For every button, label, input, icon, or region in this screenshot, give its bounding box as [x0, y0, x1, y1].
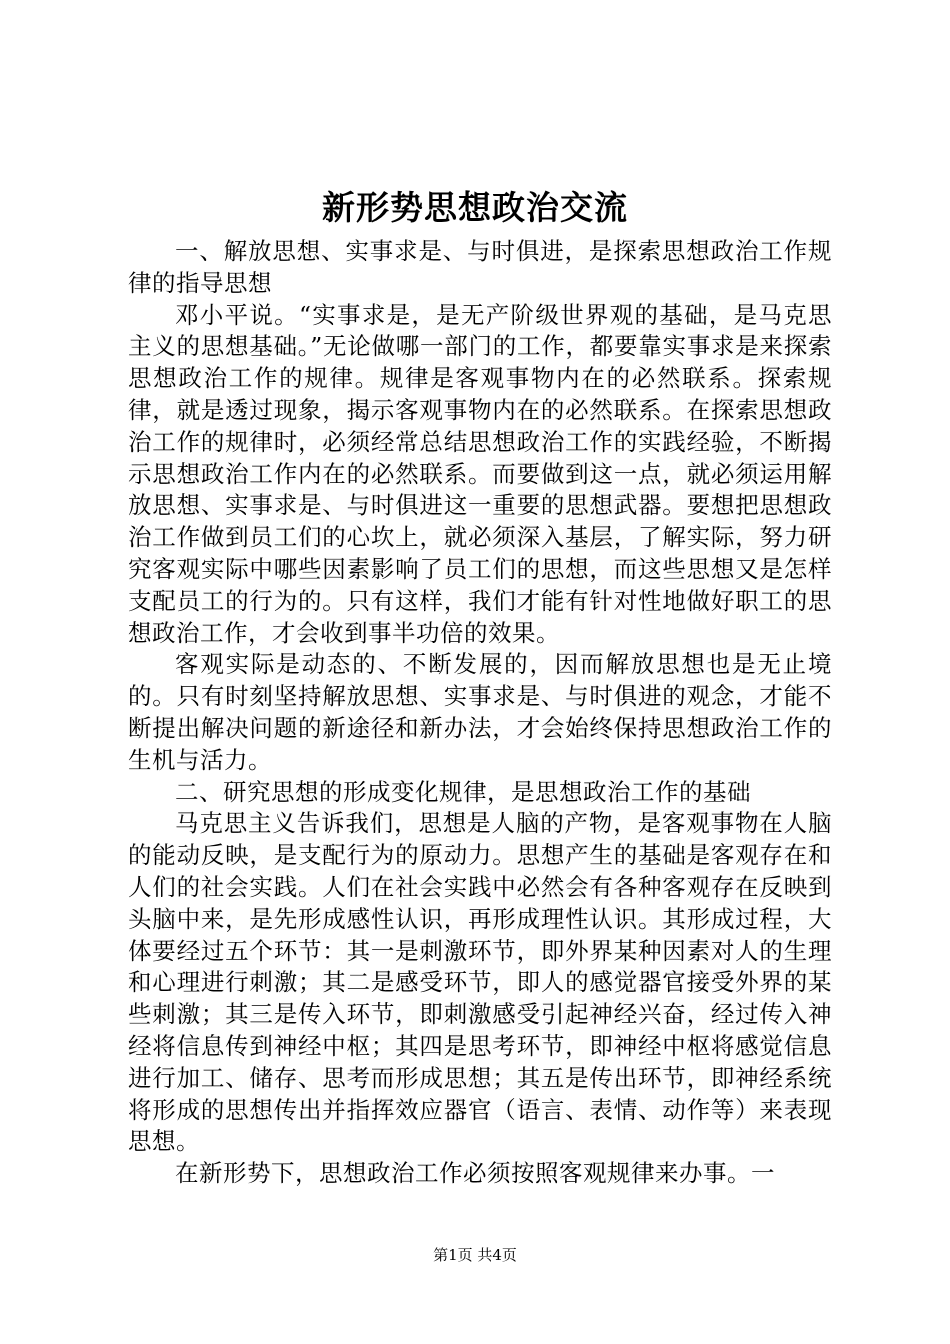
- body-paragraph: 马克思主义告诉我们，思想是人脑的产物，是客观事物在人脑的能动反映，是支配行为的原动力。思想产生的基础是客观存在和人们的社会实践。人们在社会实践中必然会有各种客观存在反映到头脑中来，是先形成感性认识，再形成理性认识。其形成过程，大体要经过五个环节：其一是刺激环节，即外界某种因素对人的生理和心理进行刺激；其二是感受环节，即人的感觉器官接受外界的某些刺激；其三是传入环节，即刺激感受引起神经兴奋，经过传入神经将信息传到神经中枢；其四是思考环节，即神经中枢将感觉信息进行加工、储存、思考而形成思想；其五是传出环节，即神经系统将形成的思想传出并指挥效应器官（语言、表情、动作等）来表现思想。: [128, 809, 832, 1156]
- body-paragraph: 邓小平说。“实事求是，是无产阶级世界观的基础，是马克思主义的思想基础。”无论做哪一部门的工作，都要靠实事求是来探索思想政治工作的规律。规律是客观事物内在的必然联系。探索规律，就是透过现象，揭示客观事物内在的必然联系。在探索思想政治工作的规律时，必须经常总结思想政治工作的实践经验，不断揭示思想政治工作内在的必然联系。而要做到这一点，就必须运用解放思想、实事求是、与时俱进这一重要的思想武器。要想把思想政治工作做到员工们的心坎上，就必须深入基层，了解实际，努力研究客观实际中哪些因素影响了员工们的思想，而这些思想又是怎样支配员工的行为的。只有这样，我们才能有针对性地做好职工的思想政治工作，才会收到事半功倍的效果。: [128, 300, 832, 647]
- body-paragraph: 客观实际是动态的、不断发展的，因而解放思想也是无止境的。只有时刻坚持解放思想、实事求是、与时俱进的观念，才能不断提出解决问题的新途径和新办法，才会始终保持思想政治工作的生机与活力。: [128, 650, 832, 774]
- document-body: [128, 236, 832, 1190]
- document-title: 新形势思想政治交流: [322, 188, 628, 227]
- page-footer: 第1页 共4页: [433, 1246, 517, 1264]
- body-paragraph: 在新形势下，思想政治工作必须按照客观规律来办事。一: [175, 1159, 775, 1188]
- heading-section-two: 二、研究思想的形成变化规律，是思想政治工作的基础: [175, 777, 751, 806]
- heading-section-one: 一、解放思想、实事求是、与时俱进，是探索思想政治工作规律的指导思想: [128, 237, 832, 297]
